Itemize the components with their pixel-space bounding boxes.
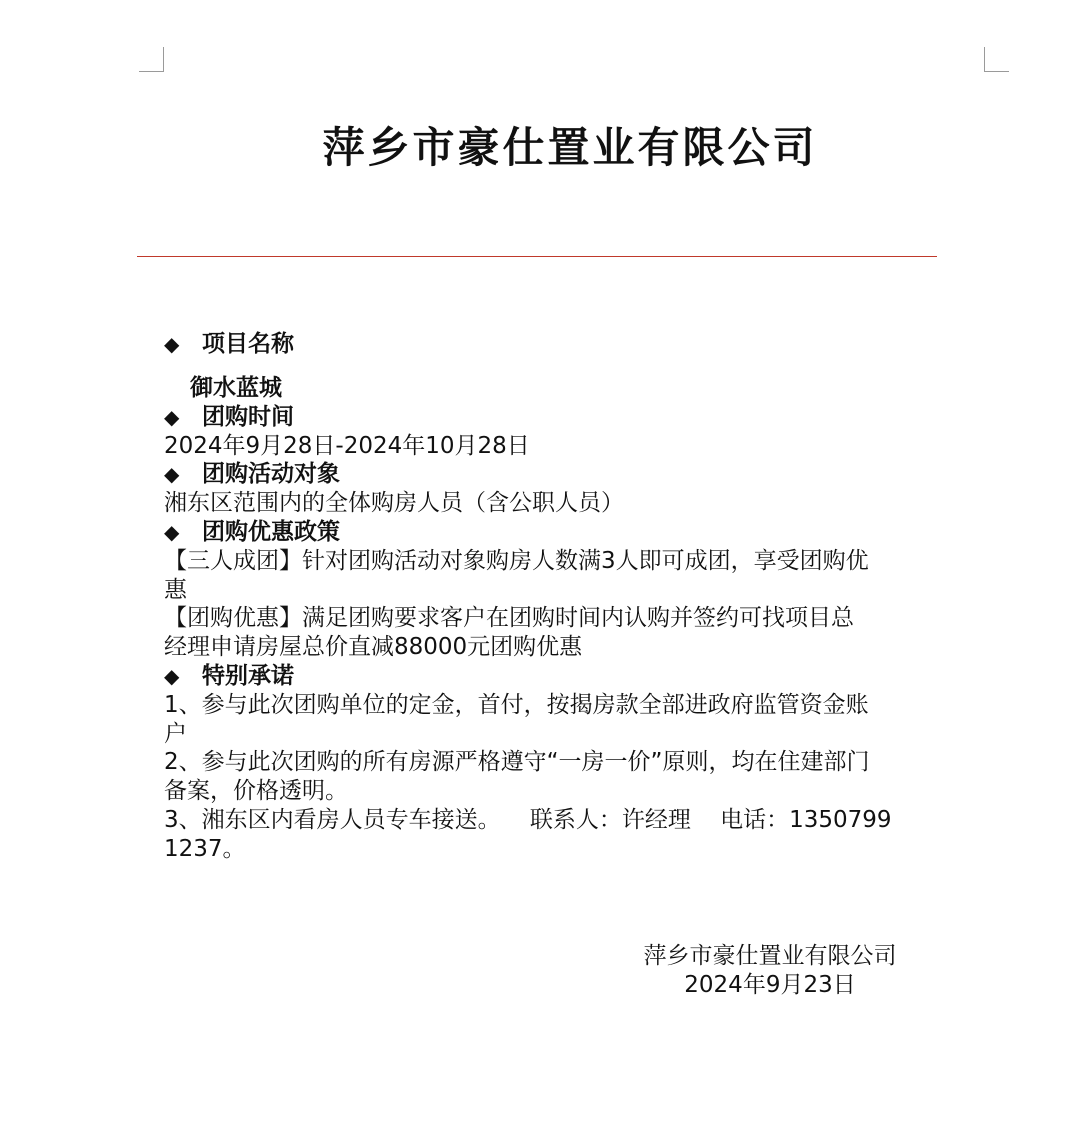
- policy-line: 经理申请房屋总价直减88000元团购优惠: [164, 634, 583, 661]
- section-heading-time: [164, 403, 994, 432]
- diamond-bullet-icon: ◆: [164, 663, 180, 688]
- section-heading-policy: [164, 518, 994, 547]
- section-heading-text: 特别承诺: [202, 662, 294, 689]
- promise-line: 备案，价格透明。: [164, 778, 348, 805]
- title-divider: [137, 256, 937, 257]
- diamond-bullet-icon: ◆: [164, 462, 180, 487]
- signature-block: [600, 942, 940, 1000]
- section-heading-text: 团购优惠政策: [202, 518, 340, 545]
- document-body: [164, 326, 994, 864]
- section-heading-target: [164, 460, 994, 489]
- project-name: 御水蓝城: [190, 375, 282, 401]
- section-heading-text: 团购时间: [202, 403, 294, 430]
- promise-line: 1、参与此次团购单位的定金，首付，按揭房款全部进政府监管资金账: [164, 691, 869, 718]
- crop-mark-top-left: [139, 47, 164, 72]
- diamond-bullet-icon: ◆: [164, 332, 180, 356]
- document-title: 萍乡市豪仕置业有限公司: [322, 123, 818, 172]
- section-heading-text: 项目名称: [202, 331, 294, 357]
- promise-line: 1237。: [164, 835, 246, 862]
- signature-date: 2024年9月23日: [684, 971, 856, 998]
- crop-mark-top-right: [984, 47, 1009, 72]
- promise-line: 2、参与此次团购的所有房源严格遵守“一房一价”原则，均在住建部门: [164, 749, 870, 776]
- section-heading-project: [164, 326, 994, 362]
- diamond-bullet-icon: ◆: [164, 519, 180, 544]
- section-heading-text: 团购活动对象: [202, 461, 340, 488]
- promise-line: 户: [164, 720, 187, 747]
- diamond-bullet-icon: ◆: [164, 404, 180, 429]
- promise-line: 3、湘东区内看房人员专车接送。 联系人：许经理 电话：1350799: [164, 806, 892, 833]
- section-heading-promise: [164, 662, 994, 691]
- policy-line: 【团购优惠】满足团购要求客户在团购时间内认购并签约可找项目总: [164, 605, 854, 632]
- time-value: 2024年9月28日-2024年10月28日: [164, 432, 530, 459]
- policy-line: 惠: [164, 576, 187, 603]
- policy-line: 【三人成团】针对团购活动对象购房人数满3人即可成团，享受团购优: [164, 547, 869, 574]
- target-value: 湘东区范围内的全体购房人员（含公职人员）: [164, 490, 624, 517]
- signature-company: 萍乡市豪仕置业有限公司: [643, 943, 897, 969]
